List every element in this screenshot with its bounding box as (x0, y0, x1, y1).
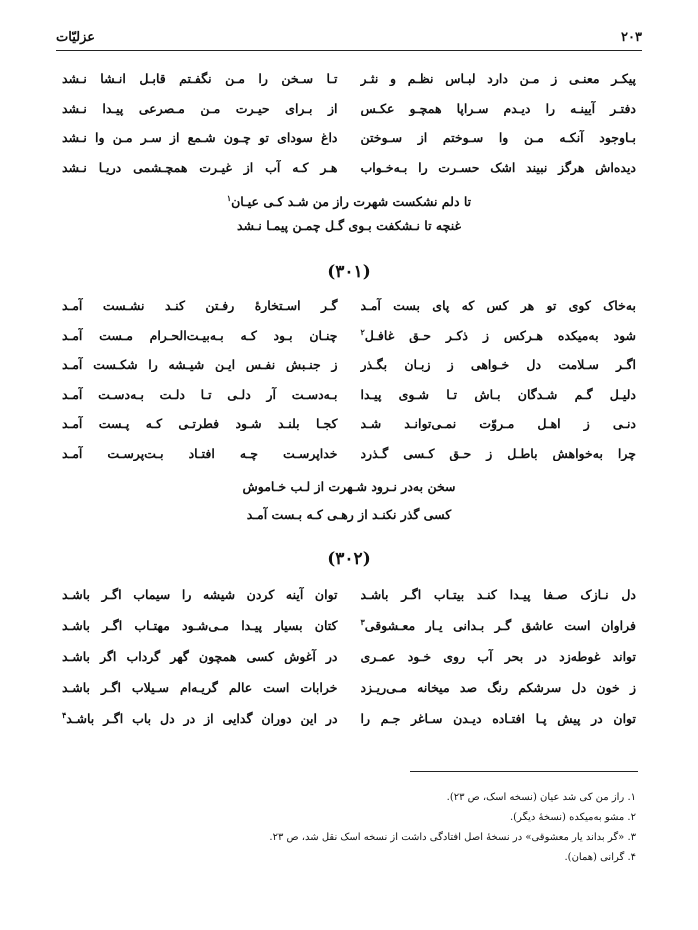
verse-row (62, 64, 636, 94)
footnote: ۳. «گر بداند یار معشوقی» در نسخهٔ اصل افتادگی داشت از نسخه اسک نقل شد، ص ۲۳. (269, 832, 636, 843)
final-couplet (62, 184, 636, 240)
hemistich-left: توان آینه کردن شیشه را سیماب اگـر باشـد (62, 587, 338, 603)
couplet-line: غنچه تا نـشکفت بـوی گـل چمـن پیمـا نـشد (236, 218, 462, 233)
hemistich-right: دل نـازک صـفا پیـدا کنـد بیتـاب اگـر باشـد (360, 587, 636, 603)
couplet-line: تا دلم نشکست شهرت راز من شـد کـی عیـان (231, 194, 472, 210)
hemistich-left: ز جنـبش نفـس ایـن شیـشه را شکـست آمـد (62, 357, 338, 373)
hemistich-left: گـر اسـتخارهٔ رفـتن کنـد نشـست آمـد (62, 298, 338, 314)
hemistich-left: از بـرای حیـرت مـن مـصرعی پیـدا نـشد (62, 100, 338, 116)
footnote-marker: ۱ (226, 193, 232, 203)
footnote-marker: ۲ (360, 327, 365, 338)
hemistich-right: تواند غوطه‌زد در بحر آب روی خـود عمـری (360, 648, 636, 664)
verse-row (62, 703, 636, 734)
verse-row (62, 350, 636, 380)
poem-number: (۳۰۱) (327, 262, 371, 282)
footnote: ۱. راز من کی شد عیان (نسخه اسک، ص ۲۳). (446, 792, 636, 803)
hemistich-right: توان در پیش پـا افتـاده دیـدن سـاغر جـم را (360, 710, 636, 726)
hemistich-left: کجـا بلنـد شـود فطرتـی کـه پـست آمـد (62, 416, 338, 432)
verse-row (62, 409, 636, 439)
verse-row (62, 291, 636, 321)
hemistich-left: داغ سودای تو چـون شـمع از سـر مـن وا نـشد (62, 130, 338, 146)
verse-row (62, 580, 636, 610)
hemistich-right: دفتـر آیینـه را دیـدم سـراپا همچـو عکـس (360, 100, 636, 116)
page-header (56, 24, 642, 51)
hemistich-right: به‌خاک کوی تو هر کس که پای بست آمـد (360, 298, 636, 314)
hemistich-right: شود به‌میکده هـرکس ز ذکـر حـق غافـل$^۲$ (360, 327, 636, 344)
verse-row (62, 153, 636, 183)
hemistich-right: دلیـل گـم شـدگان بـاش تـا شـوی پیـدا (360, 386, 636, 402)
couplet-line: سخن به‌در نـرود شـهرت از لـب خـاموش (242, 479, 456, 494)
verse-row (62, 439, 636, 469)
footnotes (62, 788, 636, 868)
poem-302 (62, 580, 636, 734)
hemistich-right: ز خون دل سرشکم رنگ صد میخانه مـی‌ریـزد (360, 679, 636, 695)
hemistich-left: در آغوش کسی همچون گهر گرداب اگر باشـد (62, 648, 338, 664)
page-number: ۲۰۳ (621, 29, 642, 45)
verse-row (62, 321, 636, 351)
footnote-marker: ۳ (360, 616, 365, 627)
verse-row (62, 672, 636, 703)
footnote-divider (410, 771, 638, 772)
hemistich-right: دنـی ز اهـل مـروّت نمـی‌توانـد شـد (360, 416, 636, 432)
footnote: ۴. گرانی (همان). (564, 852, 636, 863)
hemistich-left: هـر کـه آب از غیـرت همچـشمی دریـا نـشد (62, 159, 338, 175)
poem-301 (62, 291, 636, 522)
verse-row (62, 610, 636, 641)
hemistich-left: چنـان بـود کـه بـه‌بیـت‌الحـرام مـست آمـد (62, 327, 338, 343)
couplet-line: کسی گذر نکنـد از رهـی کـه بـست آمـد (246, 507, 452, 522)
final-couplet (62, 473, 636, 529)
verse-row (62, 641, 636, 672)
hemistich-right: پیکـر معنـی ز مـن دارد لبـاس نظـم و نثـر (360, 71, 636, 87)
poem-continuation (62, 64, 636, 233)
hemistich-left: خرابات است عالم گریـه‌ام سـیلاب اگـر باشـد (62, 679, 338, 695)
footnote-marker: ۴ (62, 709, 67, 720)
hemistich-right: فراوان است عاشق گـر بـدانی یـار معـشوقی$^۳$ (360, 616, 636, 634)
verse-row (62, 380, 636, 410)
hemistich-right: بـاوجود آنکـه مـن وا سـوختم از سـوختن (360, 130, 636, 146)
hemistich-left: خداپرسـت چـه افتـاد بـت‌پرسـت آمـد (62, 445, 338, 461)
hemistich-right: چرا به‌خواهش باطـل ز حـق کـسی گـذرد (360, 445, 636, 461)
footnote: ۲. مشو به‌میکده (نسخهٔ دیگر). (509, 812, 636, 823)
verse-row (62, 94, 636, 124)
hemistich-right: اگـر سـلامت دل خـواهی ز زبـان بگـذر (360, 357, 636, 373)
hemistich-left: در این دوران گدایی از در دل باب اگـر باشـد$^۴$ (62, 709, 338, 727)
running-title: عزلیّات (56, 29, 96, 45)
hemistich-left: بـه‌دسـت آر دلـی تـا دلـت بـه‌دسـت آمـد (62, 386, 338, 402)
hemistich-left: تـا سـخن را مـن نگفـتم قابـل انـشا نـشد (62, 71, 338, 87)
hemistich-right: دیده‌اش هرگز نبیند اشک حسـرت را بـه‌خـواب (360, 159, 636, 175)
verse-row (62, 123, 636, 153)
hemistich-left: کتان بسیار پیـدا مـی‌شـود مهتـاب اگـر باشـد (62, 617, 338, 633)
poem-number: (۳۰۲) (327, 549, 371, 569)
